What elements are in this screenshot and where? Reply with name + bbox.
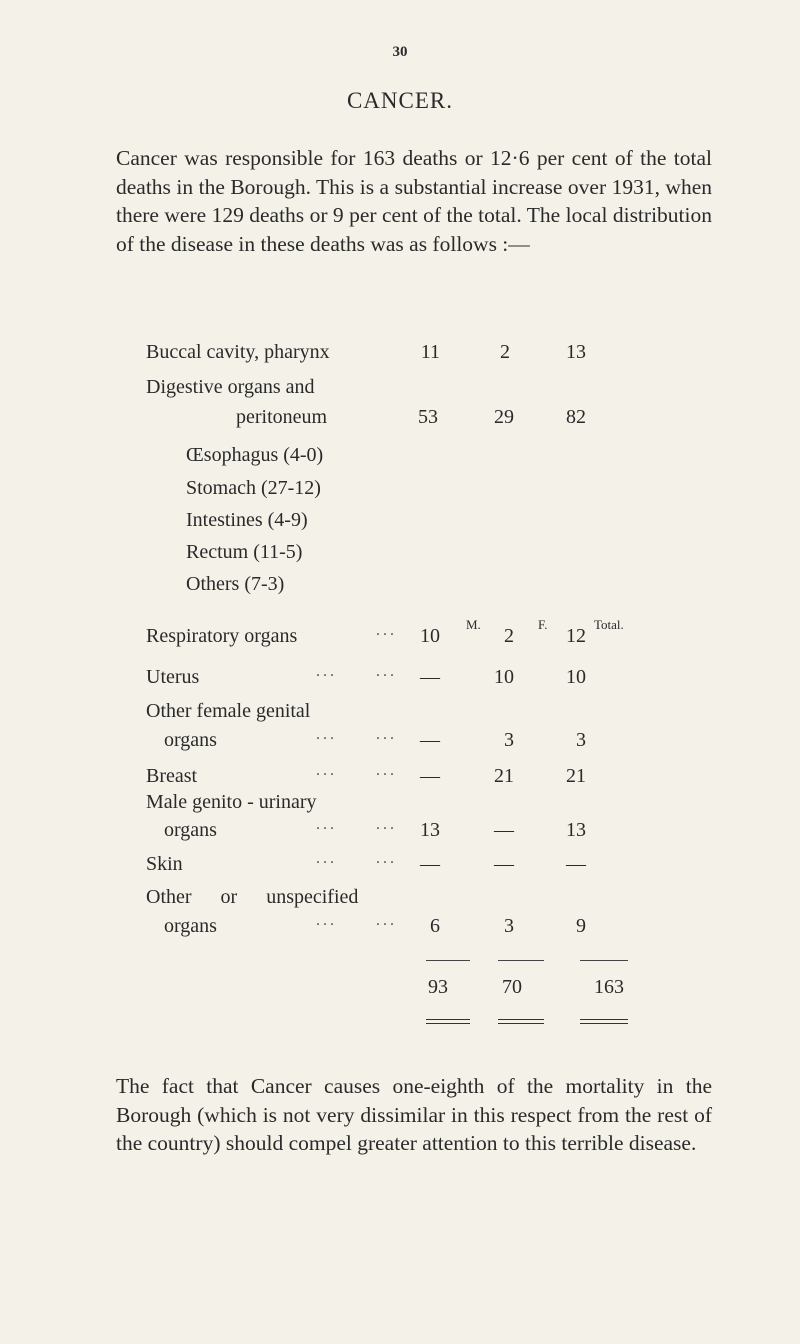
cell-skin-f: — xyxy=(494,853,514,875)
cell-female-genital-f: 3 xyxy=(504,729,514,751)
leader-dots: ... xyxy=(376,816,397,833)
subitem-stomach: Stomach (27-12) xyxy=(186,477,321,499)
cell-breast-f: 21 xyxy=(494,765,514,787)
cell-male-genito-f: — xyxy=(494,819,514,841)
header-f: F. xyxy=(538,617,548,632)
leader-dots: ... xyxy=(316,816,337,833)
total-m: 93 xyxy=(428,976,448,998)
row-label-digestive-2: peritoneum xyxy=(236,406,328,428)
double-rule-m xyxy=(426,1019,470,1024)
cell-buccal-f: 2 xyxy=(500,341,510,363)
row-label-other-2: organs xyxy=(164,915,217,937)
row-label-male-genito-1: Male genito - urinary xyxy=(146,791,317,813)
cell-buccal-total: 13 xyxy=(566,341,586,363)
header-m: M. xyxy=(466,617,481,632)
cell-other-f: 3 xyxy=(504,915,514,937)
cell-breast-total: 21 xyxy=(566,765,586,787)
row-label-female-genital-2: organs xyxy=(164,729,217,751)
cell-uterus-total: 10 xyxy=(566,666,586,688)
double-rule-total xyxy=(580,1019,628,1024)
leader-dots: ... xyxy=(376,850,397,867)
sum-rule-total xyxy=(580,960,628,961)
cell-male-genito-m: 13 xyxy=(420,819,440,841)
leader-dots: ... xyxy=(316,850,337,867)
row-label-male-genito-2: organs xyxy=(164,819,217,841)
cell-other-total: 9 xyxy=(576,915,586,937)
closing-paragraph: The fact that Cancer causes one-eighth of the mortality in the Borough (which is not very dissimilar in this respect from the rest of the country) should compel greater attention to this terrible disease. xyxy=(116,1074,712,1155)
page-number: 30 xyxy=(392,44,408,60)
leader-dots: ... xyxy=(316,912,337,929)
sum-rule-m xyxy=(426,960,470,961)
leader-dots: ... xyxy=(376,663,397,680)
header-total: Total. xyxy=(594,617,624,632)
row-label-female-genital-1: Other female genital xyxy=(146,700,311,722)
cell-respiratory-f: 2 xyxy=(504,625,514,647)
cell-uterus-f: 10 xyxy=(494,666,514,688)
cell-respiratory-m: 10 xyxy=(420,625,440,647)
double-rule-f xyxy=(498,1019,544,1024)
cell-digestive-total: 82 xyxy=(566,406,586,428)
leader-dots: ... xyxy=(316,663,337,680)
cell-uterus-m: — xyxy=(420,666,440,688)
leader-dots: ... xyxy=(316,726,337,743)
cell-other-m: 6 xyxy=(430,915,440,937)
subitem-oesophagus: Œsophagus (4-0) xyxy=(186,444,324,466)
intro-paragraph: Cancer was responsible for 163 deaths or 12·6 per cent of the total deaths in the Borough. This is a substantial increase over 1931, when there were 129 deaths or 9 per cent of the total. The local distribution of the disease in these deaths was as follows :— xyxy=(116,146,712,256)
row-label-digestive-1: Digestive organs and xyxy=(146,376,315,398)
cell-skin-m: — xyxy=(420,853,440,875)
subitem-rectum: Rectum (11-5) xyxy=(186,541,303,563)
cell-digestive-m: 53 xyxy=(418,406,438,428)
cell-digestive-f: 29 xyxy=(494,406,514,428)
leader-dots: ... xyxy=(376,912,397,929)
row-label-uterus: Uterus xyxy=(146,666,200,688)
leader-dots: ... xyxy=(376,762,397,779)
leader-dots: ... xyxy=(376,622,397,639)
page-title: CANCER. xyxy=(346,88,454,113)
cell-skin-total: — xyxy=(566,853,586,875)
leader-dots: ... xyxy=(376,726,397,743)
row-label-skin: Skin xyxy=(146,853,183,875)
row-label-respiratory: Respiratory organs xyxy=(146,625,298,647)
row-label-buccal: Buccal cavity, pharynx xyxy=(146,341,330,363)
cell-female-genital-m: — xyxy=(420,729,440,751)
cell-male-genito-total: 13 xyxy=(566,819,586,841)
cell-breast-m: — xyxy=(420,765,440,787)
subitem-intestines: Intestines (4-9) xyxy=(186,509,308,531)
row-label-breast: Breast xyxy=(146,765,198,787)
subitem-others: Others (7-3) xyxy=(186,573,285,595)
cell-respiratory-total: 12 xyxy=(566,625,586,647)
total-f: 70 xyxy=(502,976,522,998)
total-total: 163 xyxy=(594,976,624,998)
cell-female-genital-total: 3 xyxy=(576,729,586,751)
sum-rule-f xyxy=(498,960,544,961)
leader-dots: ... xyxy=(316,762,337,779)
row-label-other-1: Other or unspecified xyxy=(146,886,359,908)
cell-buccal-m: 11 xyxy=(420,341,440,363)
